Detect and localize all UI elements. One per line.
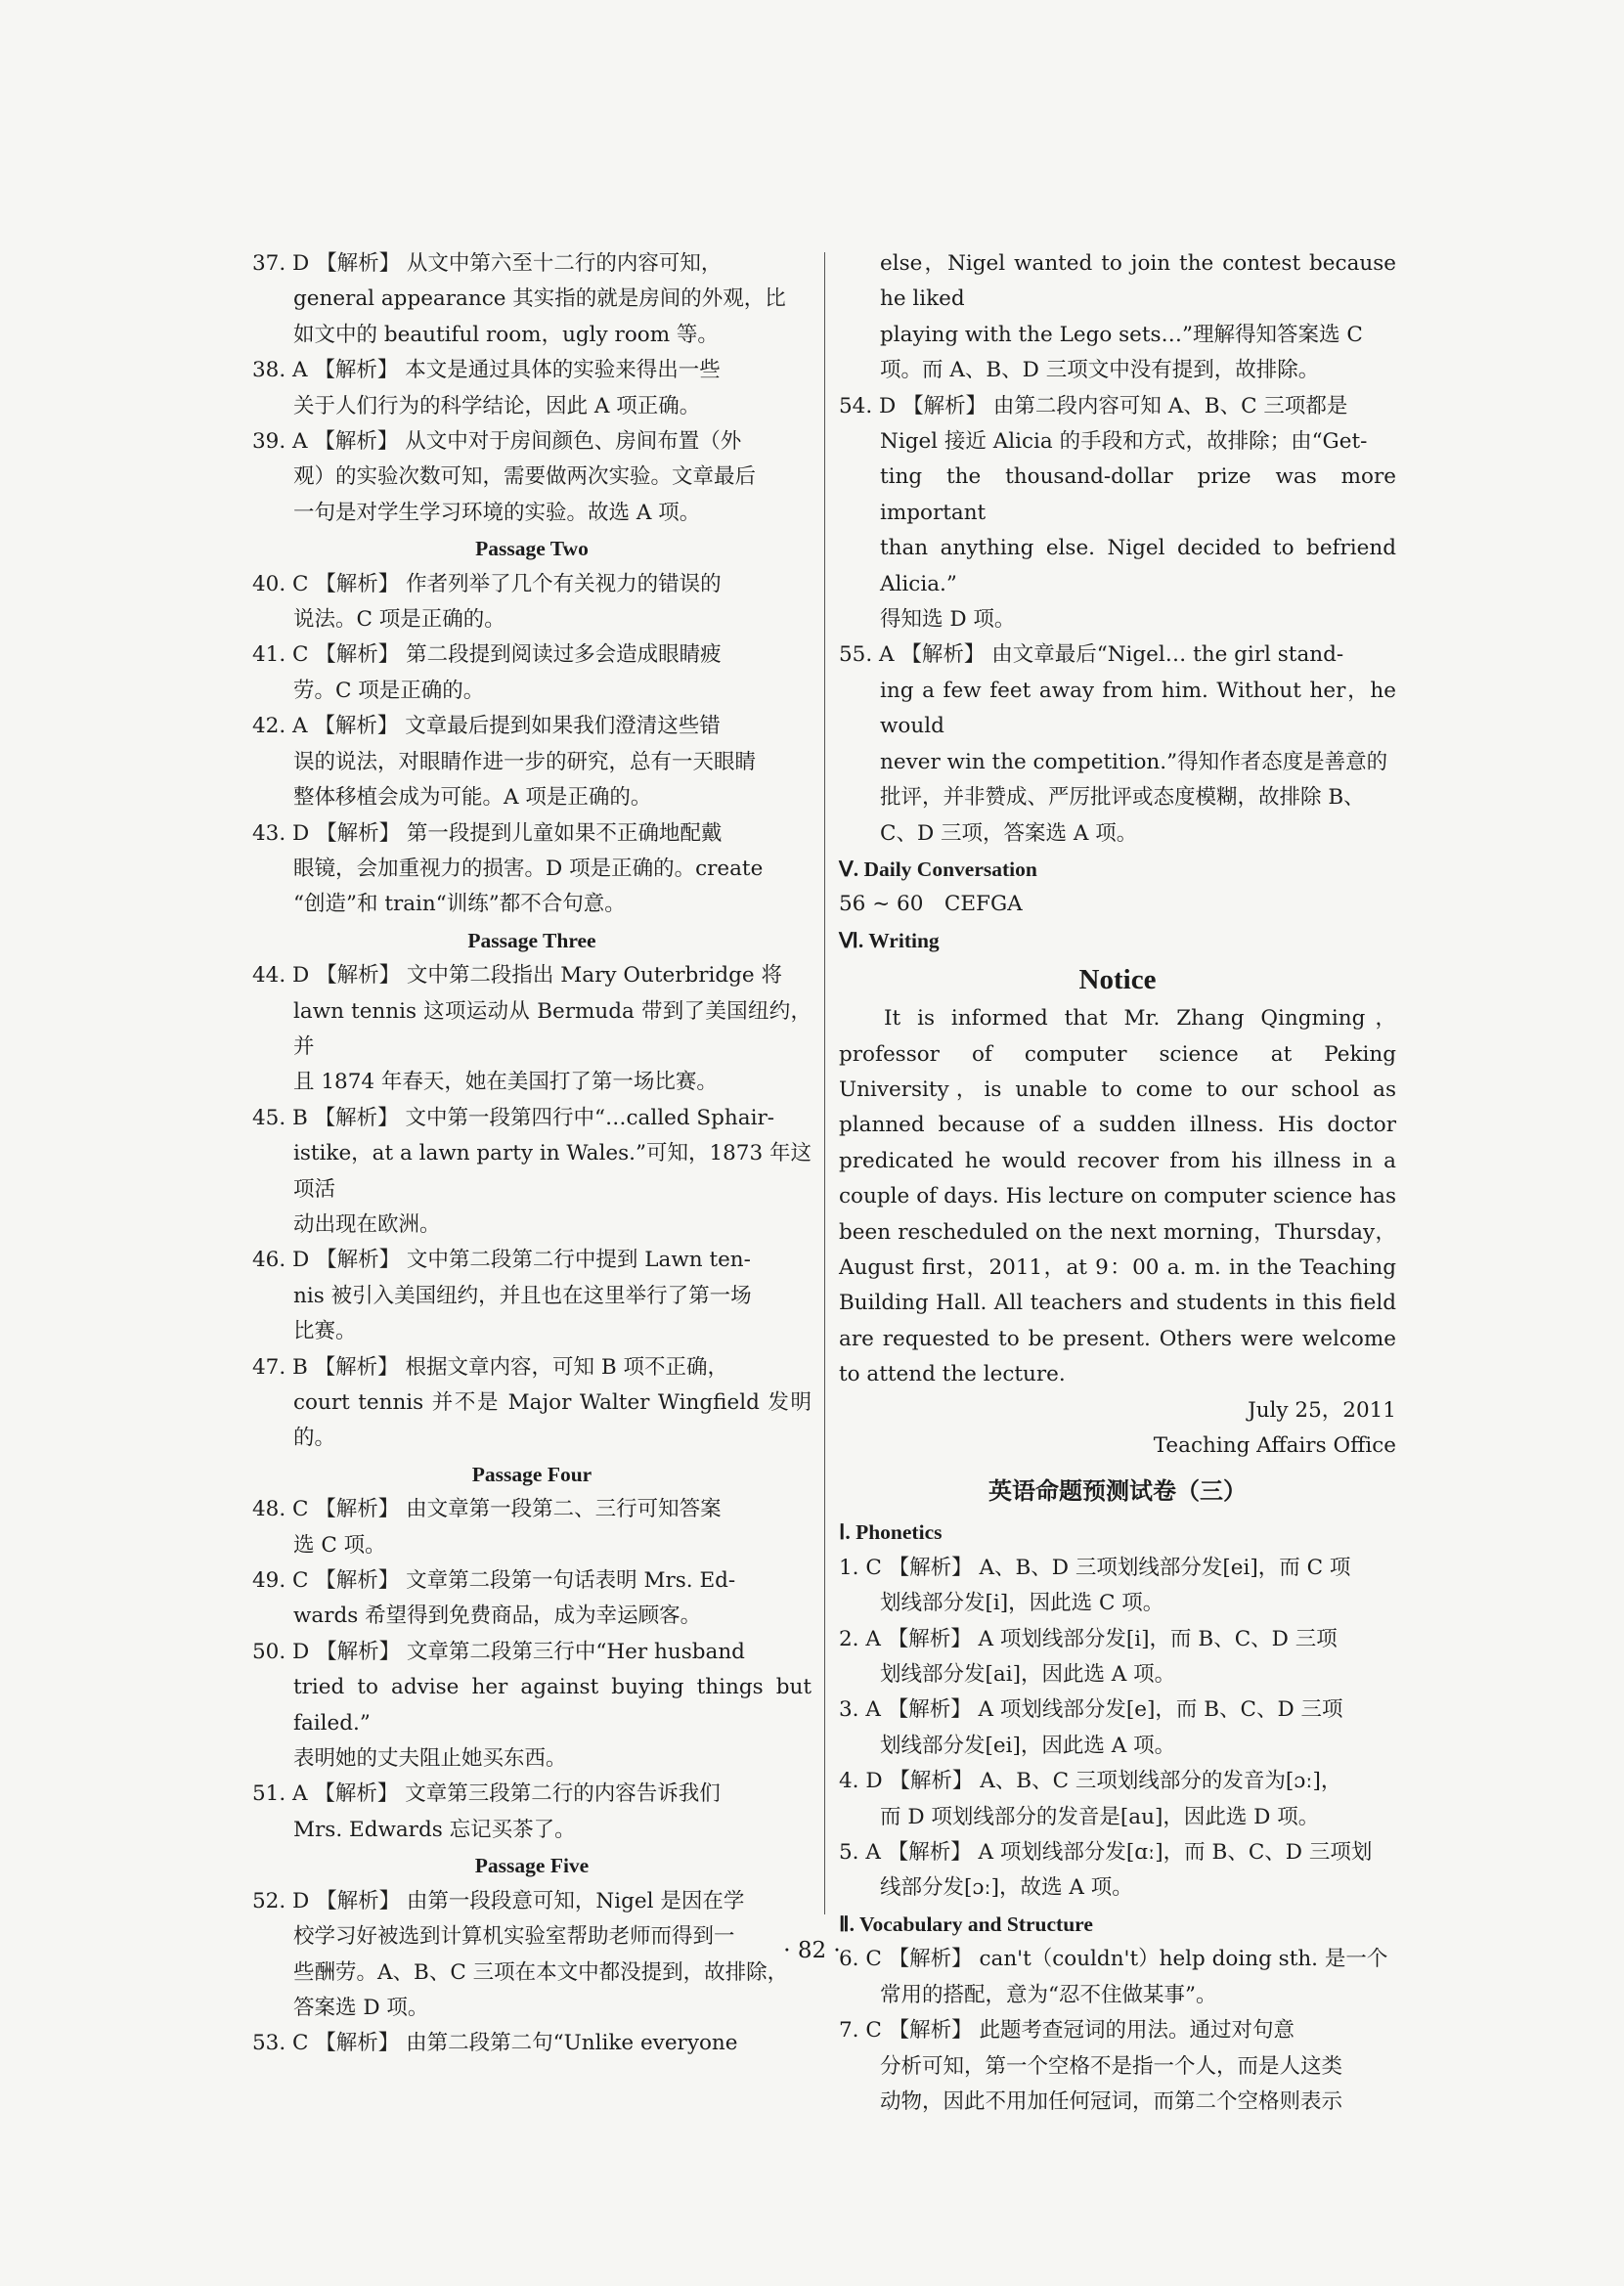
answer-item bbox=[252, 246, 812, 353]
answer-line: than anything else. Nigel decided to befriend Alicia.” bbox=[880, 536, 1396, 596]
passage-heading: Passage Five bbox=[474, 1854, 590, 1878]
answer-line: 选 C 项。 bbox=[293, 1532, 386, 1558]
answer-line: 46. D 【解析】 文中第二段第二行中提到 Lawn ten- bbox=[252, 1248, 751, 1273]
answer-line: 表明她的丈夫阻止她买东西。 bbox=[293, 1746, 567, 1772]
answer-line: lawn tennis 这项运动从 Bermuda 带到了美国纽约，并 bbox=[293, 998, 812, 1059]
answer-line: 43. D 【解析】 第一段提到儿童如果不正确地配戴 bbox=[252, 820, 723, 846]
answer-item bbox=[839, 2013, 1396, 2120]
answer-line: 整体移植会成为可能。A 项是正确的。 bbox=[293, 785, 652, 811]
page-number: · 82 · bbox=[783, 1938, 841, 1963]
answer-line: 48. C 【解析】 由文章第一段第二、三行可知答案 bbox=[252, 1497, 722, 1522]
notice-signature: July 25，2011 bbox=[1248, 1397, 1396, 1423]
answer-line: 动出现在欧洲。 bbox=[293, 1211, 441, 1237]
answer-line: nis 被引入美国纽约，并且也在这里举行了第一场 bbox=[293, 1283, 752, 1308]
answer-item bbox=[839, 1693, 1396, 1764]
section-heading: Ⅴ. Daily Conversation bbox=[839, 857, 1037, 881]
answer-item bbox=[252, 1101, 812, 1244]
answer-line: 眼镜，会加重视力的损害。D 项是正确的。create bbox=[293, 856, 764, 881]
answer-item bbox=[839, 1622, 1396, 1693]
answer-item bbox=[839, 1835, 1396, 1907]
answer-line: else，Nigel wanted to join the contest because he liked bbox=[880, 251, 1396, 312]
answer-line: 39. A 【解析】 从文中对于房间颜色、房间布置（外 bbox=[252, 429, 742, 455]
answer-line: 答案选 D 项。 bbox=[293, 1995, 429, 2020]
answer-item bbox=[252, 958, 812, 1101]
answer-line: wards 希望得到免费商品，成为幸运顾客。 bbox=[293, 1604, 702, 1629]
answer-line: 53. C 【解析】 由第二段第二句“Unlike everyone bbox=[252, 2031, 738, 2056]
passage-heading: Passage Four bbox=[471, 1462, 593, 1486]
answer-line: istike，at a lawn party in Wales.”可知，1873 年这项活 bbox=[293, 1141, 812, 1202]
answer-item bbox=[252, 567, 812, 638]
answer-line: 批评，并非赞成、严厉批评或态度模糊，故排除 B、 bbox=[880, 785, 1365, 811]
answer-line: 40. C 【解析】 作者列举了几个有关视力的错误的 bbox=[252, 571, 722, 596]
answer-line: 且 1874 年春天，她在美国打了第一场比赛。 bbox=[293, 1070, 718, 1095]
answer-item bbox=[252, 1243, 812, 1349]
answer-item bbox=[252, 2026, 812, 2061]
answer-line: “创造”和 train“训练”都不合句意。 bbox=[293, 892, 626, 917]
answer-item bbox=[839, 1764, 1396, 1835]
answer-line: 一句是对学生学习环境的实验。故选 A 项。 bbox=[293, 500, 701, 525]
answer-line: 劳。C 项是正确的。 bbox=[293, 678, 485, 703]
answer-item bbox=[252, 1563, 812, 1635]
answer-line: 些酬劳。A、B、C 三项在本文中都没提到，故排除， bbox=[293, 1959, 789, 1985]
answer-line: 划线部分发[i]，因此选 C 项。 bbox=[880, 1591, 1164, 1616]
answer-line: 49. C 【解析】 文章第二段第一句话表明 Mrs. Ed- bbox=[252, 1568, 736, 1594]
passage-heading: Passage Three bbox=[467, 928, 596, 952]
answer-line: Mrs. Edwards 忘记买茶了。 bbox=[293, 1817, 576, 1842]
answer-item bbox=[839, 389, 1396, 638]
answer-line: 划线部分发[ai]，因此选 A 项。 bbox=[880, 1662, 1176, 1688]
answer-line: tried to advise her against buying things but failed.” bbox=[293, 1675, 812, 1736]
answer-item bbox=[252, 1777, 812, 1848]
answer-line: 分析可知，第一个空格不是指一个人，而是人这类 bbox=[880, 2053, 1343, 2079]
answer-line: 得知选 D 项。 bbox=[880, 607, 1016, 633]
answer-line: 如文中的 beautiful room，ugly room 等。 bbox=[293, 322, 719, 347]
answer-item bbox=[252, 424, 812, 531]
answer-line: 44. D 【解析】 文中第二段指出 Mary Outerbridge 将 bbox=[252, 963, 782, 989]
answer-line: 47. B 【解析】 根据文章内容，可知 B 项不正确， bbox=[252, 1354, 728, 1380]
paper-title: 英语命题预测试卷（三） bbox=[988, 1476, 1247, 1506]
answer-item bbox=[252, 1635, 812, 1778]
answer-line: 2. A 【解析】 A 项划线部分发[i]，而 B、C、D 三项 bbox=[839, 1626, 1338, 1651]
answer-line: never win the competition.”得知作者态度是善意的 bbox=[880, 749, 1388, 774]
passage-heading: Passage Two bbox=[475, 537, 589, 561]
column-divider bbox=[824, 252, 825, 1914]
answer-line: 37. D 【解析】 从文中第六至十二行的内容可知， bbox=[252, 251, 723, 276]
left-column bbox=[252, 246, 812, 2062]
answer-line: 1. C 【解析】 A、B、D 三项划线部分发[ei]，而 C 项 bbox=[839, 1555, 1351, 1580]
section-heading: Ⅰ. Phonetics bbox=[839, 1520, 943, 1545]
answer-line: 41. C 【解析】 第二段提到阅读过多会造成眼睛疲 bbox=[252, 642, 722, 668]
answer-item bbox=[839, 1551, 1396, 1622]
answer-line: 7. C 【解析】 此题考查冠词的用法。通过对句意 bbox=[839, 2018, 1295, 2044]
answer-line: 6. C 【解析】 can't（couldn't）help doing sth. 是一个 bbox=[839, 1947, 1388, 1972]
answer-line: 45. B 【解析】 文中第一段第四行中“…called Sphair- bbox=[252, 1105, 774, 1130]
answer-line: 线部分发[ɔː]，故选 A 项。 bbox=[880, 1875, 1133, 1901]
answer-line: court tennis 并不是 Major Walter Wingfield 发明的。 bbox=[293, 1390, 812, 1451]
right-column bbox=[839, 246, 1396, 2120]
answer-line: 误的说法，对眼睛作进一步的研究，总有一天眼睛 bbox=[293, 749, 757, 774]
answer-line: 而 D 项划线部分的发音是[au]，因此选 D 项。 bbox=[880, 1804, 1320, 1829]
answer-line: 3. A 【解析】 A 项划线部分发[e]，而 B、C、D 三项 bbox=[839, 1697, 1343, 1723]
answer-item bbox=[839, 246, 1396, 389]
answer-line: 关于人们行为的科学结论，因此 A 项正确。 bbox=[293, 393, 701, 418]
answer-item bbox=[839, 637, 1396, 851]
answer-key: 56 ~ 60 CEFGA bbox=[839, 892, 1023, 917]
answer-line: 51. A 【解析】 文章第三段第二行的内容告诉我们 bbox=[252, 1781, 721, 1807]
answer-line: C、D 三项，答案选 A 项。 bbox=[880, 820, 1138, 846]
answer-item bbox=[252, 709, 812, 815]
answer-line: 5. A 【解析】 A 项划线部分发[ɑː]，而 B、C、D 三项划 bbox=[839, 1840, 1373, 1866]
answer-line: playing with the Lego sets…”理解得知答案选 C bbox=[880, 322, 1363, 347]
answer-item bbox=[252, 637, 812, 709]
answer-line: 项。而 A、B、D 三项文中没有提到，故排除。 bbox=[880, 358, 1320, 383]
answer-line: 常用的搭配，意为“忍不住做某事”。 bbox=[880, 1982, 1217, 2007]
answer-item bbox=[252, 816, 812, 923]
answer-line: ting the thousand-dollar prize was more important bbox=[880, 464, 1396, 525]
answer-line: 4. D 【解析】 A、B、C 三项划线部分的发音为[ɔː]， bbox=[839, 1769, 1342, 1794]
answer-line: 50. D 【解析】 文章第二段第三行中“Her husband bbox=[252, 1639, 745, 1664]
answer-item bbox=[252, 1492, 812, 1563]
answer-line: 54. D 【解析】 由第二段内容可知 A、B、C 三项都是 bbox=[839, 393, 1348, 418]
answer-line: Nigel 接近 Alicia 的手段和方式，故排除；由“Get- bbox=[880, 429, 1368, 455]
answer-line: 比赛。 bbox=[293, 1319, 357, 1344]
answer-line: 动物，因此不用加任何冠词，而第二个空格则表示 bbox=[880, 2088, 1343, 2114]
answer-line: 观）的实验次数可知，需要做两次实验。文章最后 bbox=[293, 464, 757, 490]
notice-body: It is informed that Mr. Zhang Qingming，professor of computer science at Peking University，is unable to come to our school as planned because of a sudden illness. His doctor predicated he would recover from his illness in a couple of days. His lecture on computer science has been rescheduled on the next morning，Thursday，August first，2011，at 9：00 a. m. in the Teaching Building Hall. All teachers and students in this field are requested to be present. Others were welcome to attend the lecture. bbox=[839, 1006, 1396, 1387]
answer-line: general appearance 其实指的就是房间的外观，比 bbox=[293, 286, 786, 312]
answer-item bbox=[252, 353, 812, 424]
answer-line: 52. D 【解析】 由第一段段意可知，Nigel 是因在学 bbox=[252, 1888, 745, 1913]
section-heading: Ⅱ. Vocabulary and Structure bbox=[839, 1912, 1093, 1936]
answer-line: 校学习好被选到计算机实验室帮助老师而得到一 bbox=[293, 1924, 735, 1950]
section-heading: Ⅵ. Writing bbox=[839, 928, 940, 952]
answer-line: 42. A 【解析】 文章最后提到如果我们澄清这些错 bbox=[252, 714, 721, 739]
answer-line: 划线部分发[ei]，因此选 A 项。 bbox=[880, 1733, 1176, 1758]
answer-line: ing a few feet away from him. Without her，he would bbox=[880, 678, 1396, 739]
notice-title: Notice bbox=[1078, 964, 1157, 996]
answer-line: 38. A 【解析】 本文是通过具体的实验来得出一些 bbox=[252, 358, 721, 383]
answer-line: 55. A 【解析】 由文章最后“Nigel… the girl stand- bbox=[839, 642, 1344, 668]
answer-item bbox=[252, 1350, 812, 1457]
notice-signature: Teaching Affairs Office bbox=[1153, 1433, 1396, 1458]
answer-line: 说法。C 项是正确的。 bbox=[293, 607, 505, 633]
